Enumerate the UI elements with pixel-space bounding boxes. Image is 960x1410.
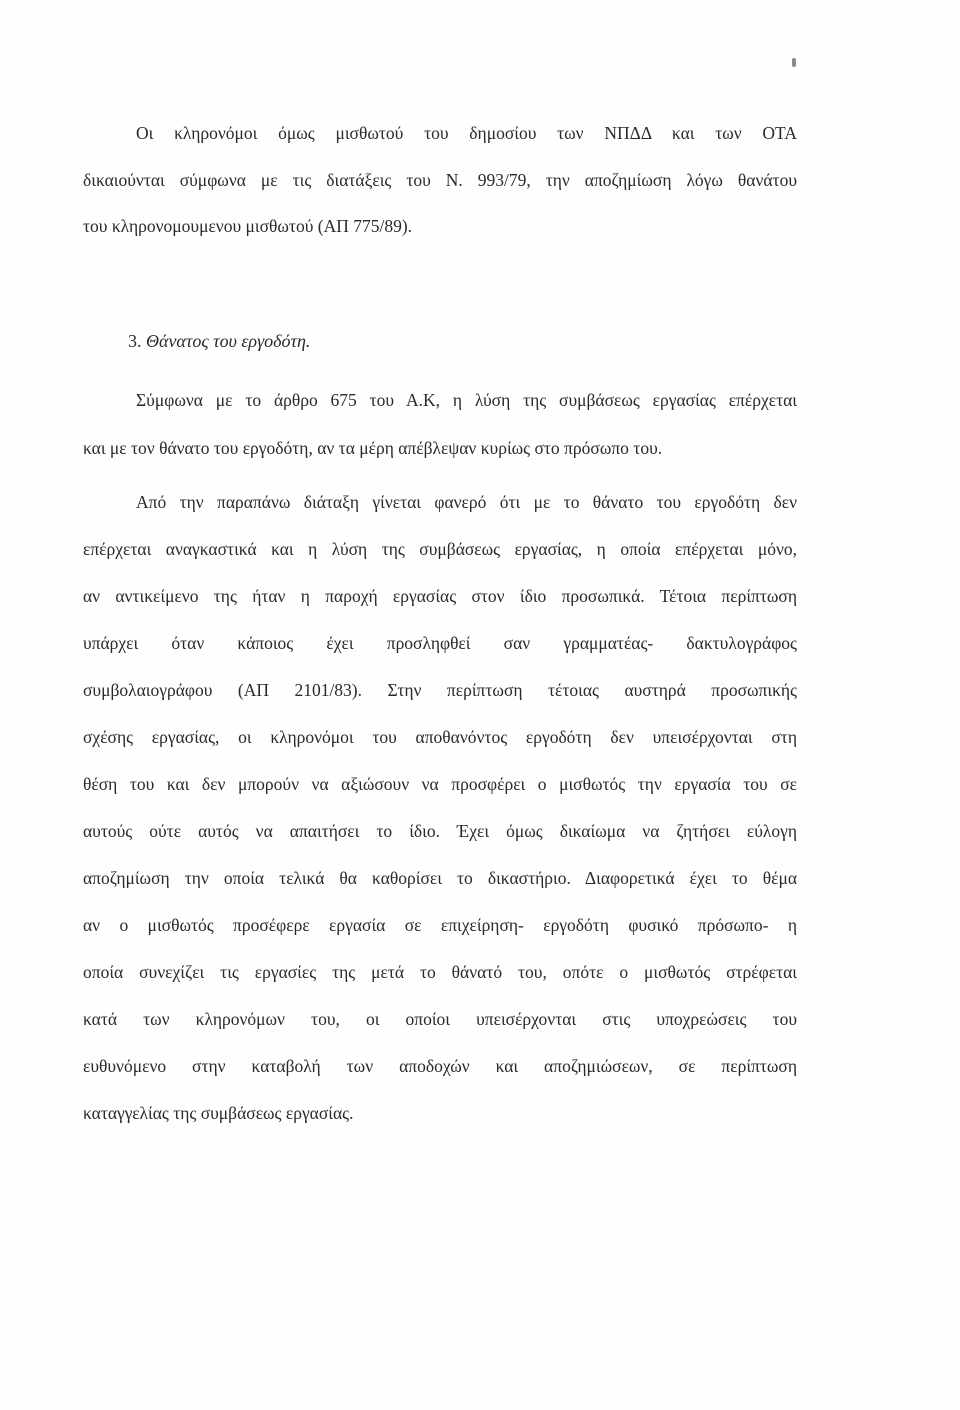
text-line: του κληρονομουμενου μισθωτού (ΑΠ 775/89). [83, 216, 413, 236]
text-line: Από την παραπάνω διάταξη γίνεται φανερό ότι με το θάνατο του εργοδότη δεν [136, 492, 797, 512]
text-line: καταγγελίας της συμβάσεως εργασίας. [83, 1103, 354, 1123]
text-line: υπάρχει όταν κάποιος έχει προσληφθεί σαν γραμματέας- δακτυλογράφος [83, 633, 797, 653]
text-line: αυτούς ούτε αυτός να απαιτήσει το ίδιο. Έχει όμως δικαίωμα να ζητήσει εύλογη [83, 821, 797, 841]
text-line: Οι κληρονόμοι όμως μισθωτού του δημοσίου των ΝΠΔΔ και των ΟΤΑ [136, 123, 797, 143]
text-line: και με τον θάνατο του εργοδότη, αν τα μέρη απέβλεψαν κυρίως στο πρόσωπο του. [83, 438, 663, 458]
text-line: Σύμφωνα με το άρθρο 675 του Α.Κ, η λύση της συμβάσεως εργασίας επέρχεται [136, 390, 797, 410]
text-line: αν ο μισθωτός προσέφερε εργασία σε επιχείρηση- εργοδότη φυσικό πρόσωπο- η [83, 915, 797, 935]
text-line: κατά των κληρονόμων του, οι οποίοι υπεισέρχονται στις υποχρεώσεις του [83, 1009, 797, 1029]
text-line: επέρχεται αναγκαστικά και η λύση της συμβάσεως εργασίας, η οποία επέρχεται μόνο, [83, 539, 797, 559]
section-number: 3. [128, 331, 142, 351]
text-line: οποία συνεχίζει τις εργασίες της μετά το θάνατό του, οπότε ο μισθωτός στρέφεται [83, 962, 797, 982]
text-line: ευθυνόμενο στην καταβολή των αποδοχών και αποζημιώσεων, σε περίπτωση [83, 1056, 797, 1076]
text-line: σχέσης εργασίας, οι κληρονόμοι του αποθανόντος εργοδότη δεν υπεισέρχονται στη [83, 727, 797, 747]
section-heading [128, 331, 310, 351]
text-line: θέση του και δεν μπορούν να αξιώσουν να προσφέρει ο μισθωτός την εργασία του σε [83, 774, 797, 794]
text-line: συμβολαιογράφου (ΑΠ 2101/83). Στην περίπτωση τέτοιας αυστηρά προσωπικής [83, 680, 797, 700]
section-title: Θάνατος του εργοδότη. [146, 331, 311, 351]
text-line: δικαιούνται σύμφωνα με τις διατάξεις του Ν. 993/79, την αποζημίωση λόγω θανάτου [83, 170, 797, 190]
scan-speck [792, 58, 796, 67]
text-line: αποζημίωση την οποία τελικά θα καθορίσει το δικαστήριο. Διαφορετικά έχει το θέμα [83, 868, 797, 888]
text-line: αν αντικείμενο της ήταν η παροχή εργασίας στον ίδιο προσωπικά. Τέτοια περίπτωση [83, 586, 797, 606]
